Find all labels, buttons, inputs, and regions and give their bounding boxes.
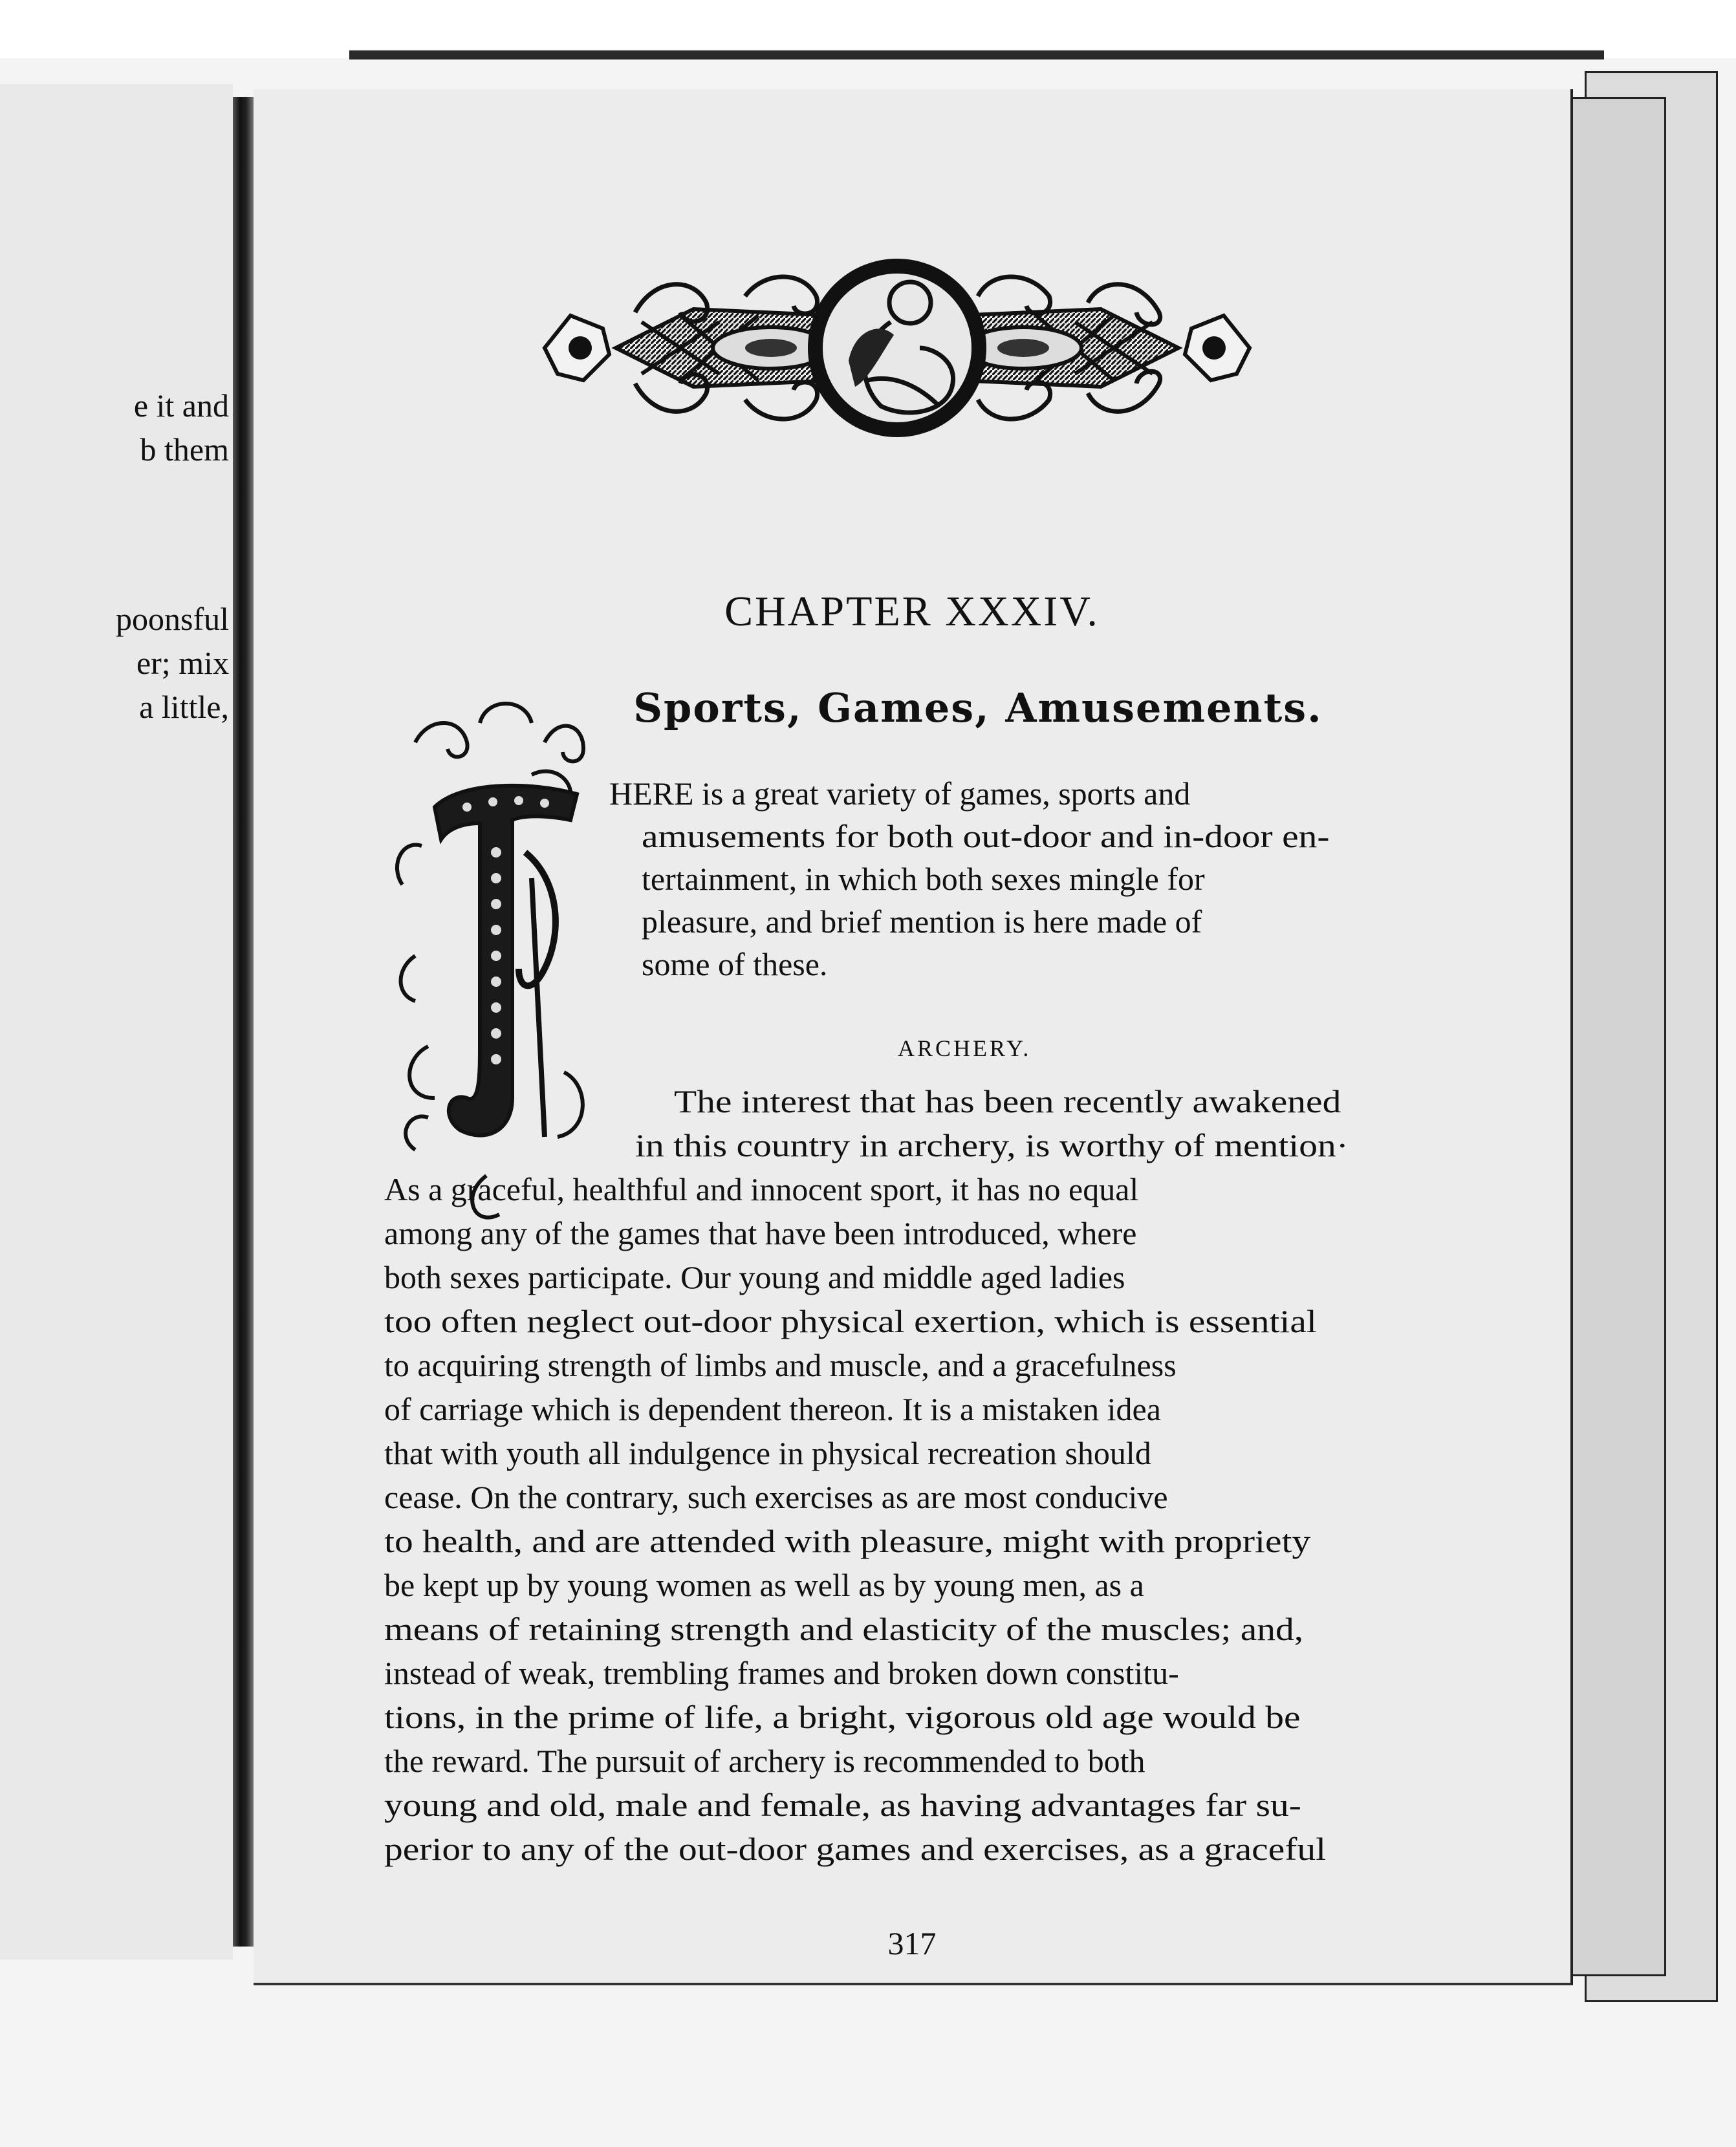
body-line: to acquiring strength of limbs and muscle, and a gracefulness (384, 1347, 1177, 1383)
left-page-line: e it and (133, 387, 229, 424)
intro-line: amusements for both out-door and in-door en- (642, 818, 1330, 854)
intro-line: pleasure, and brief mention is here made of (642, 903, 1202, 940)
left-facing-page (0, 84, 233, 1959)
body-line: tions, in the prime of life, a bright, vigorous old age would be (384, 1699, 1301, 1735)
intro-line: some of these. (642, 946, 828, 982)
page-edge (1565, 97, 1666, 1976)
body-line: The interest that has been recently awakened (674, 1083, 1341, 1119)
body-line: be kept up by young women as well as by young men, as a (384, 1567, 1144, 1603)
body-line: young and old, male and female, as having advantages far su- (384, 1787, 1301, 1823)
body-line: in this country in archery, is worthy of mention· (635, 1127, 1349, 1163)
chapter-subtitle: Sports, Games, Amusements. (633, 684, 1323, 731)
body-line: among any of the games that have been introduced, where (384, 1215, 1137, 1251)
decorated-initial-letter (389, 684, 609, 1240)
body-line: too often neglect out-door physical exertion, which is essential (384, 1303, 1317, 1339)
body-line: perior to any of the out-door games and exercises, as a graceful (384, 1831, 1327, 1867)
section-heading: ARCHERY. (898, 1035, 1032, 1061)
body-line: that with youth all indulgence in physical recreation should (384, 1435, 1151, 1471)
body-line: of carriage which is dependent thereon. It is a mistaken idea (384, 1391, 1161, 1427)
left-page-line: b them (140, 431, 229, 468)
body-line: cease. On the contrary, such exercises as are most conducive (384, 1479, 1168, 1515)
left-page-line: a little, (139, 689, 229, 725)
body-line: instead of weak, trembling frames and broken down constitu- (384, 1655, 1179, 1691)
top-border (0, 0, 1736, 58)
chapter-title: CHAPTER XXXIV. (724, 588, 1100, 635)
left-page-line: poonsful (116, 601, 229, 637)
intro-line: HERE is a great variety of games, sports and (609, 775, 1191, 812)
ornamental-headpiece-icon (532, 251, 1263, 445)
body-line: to health, and are attended with pleasure, might with propriety (384, 1523, 1311, 1559)
left-page-line: er; mix (136, 645, 229, 681)
body-line: both sexes participate. Our young and middle aged ladies (384, 1259, 1125, 1295)
book-page (254, 89, 1573, 1985)
body-line: the reward. The pursuit of archery is recommended to both (384, 1743, 1145, 1779)
book-gutter (233, 97, 254, 1947)
intro-line: tertainment, in which both sexes mingle for (642, 861, 1205, 897)
page-number: 317 (887, 1925, 937, 1961)
body-line: means of retaining strength and elasticity of the muscles; and, (384, 1611, 1304, 1647)
body-line: As a graceful, healthful and innocent sport, it has no equal (384, 1171, 1139, 1207)
